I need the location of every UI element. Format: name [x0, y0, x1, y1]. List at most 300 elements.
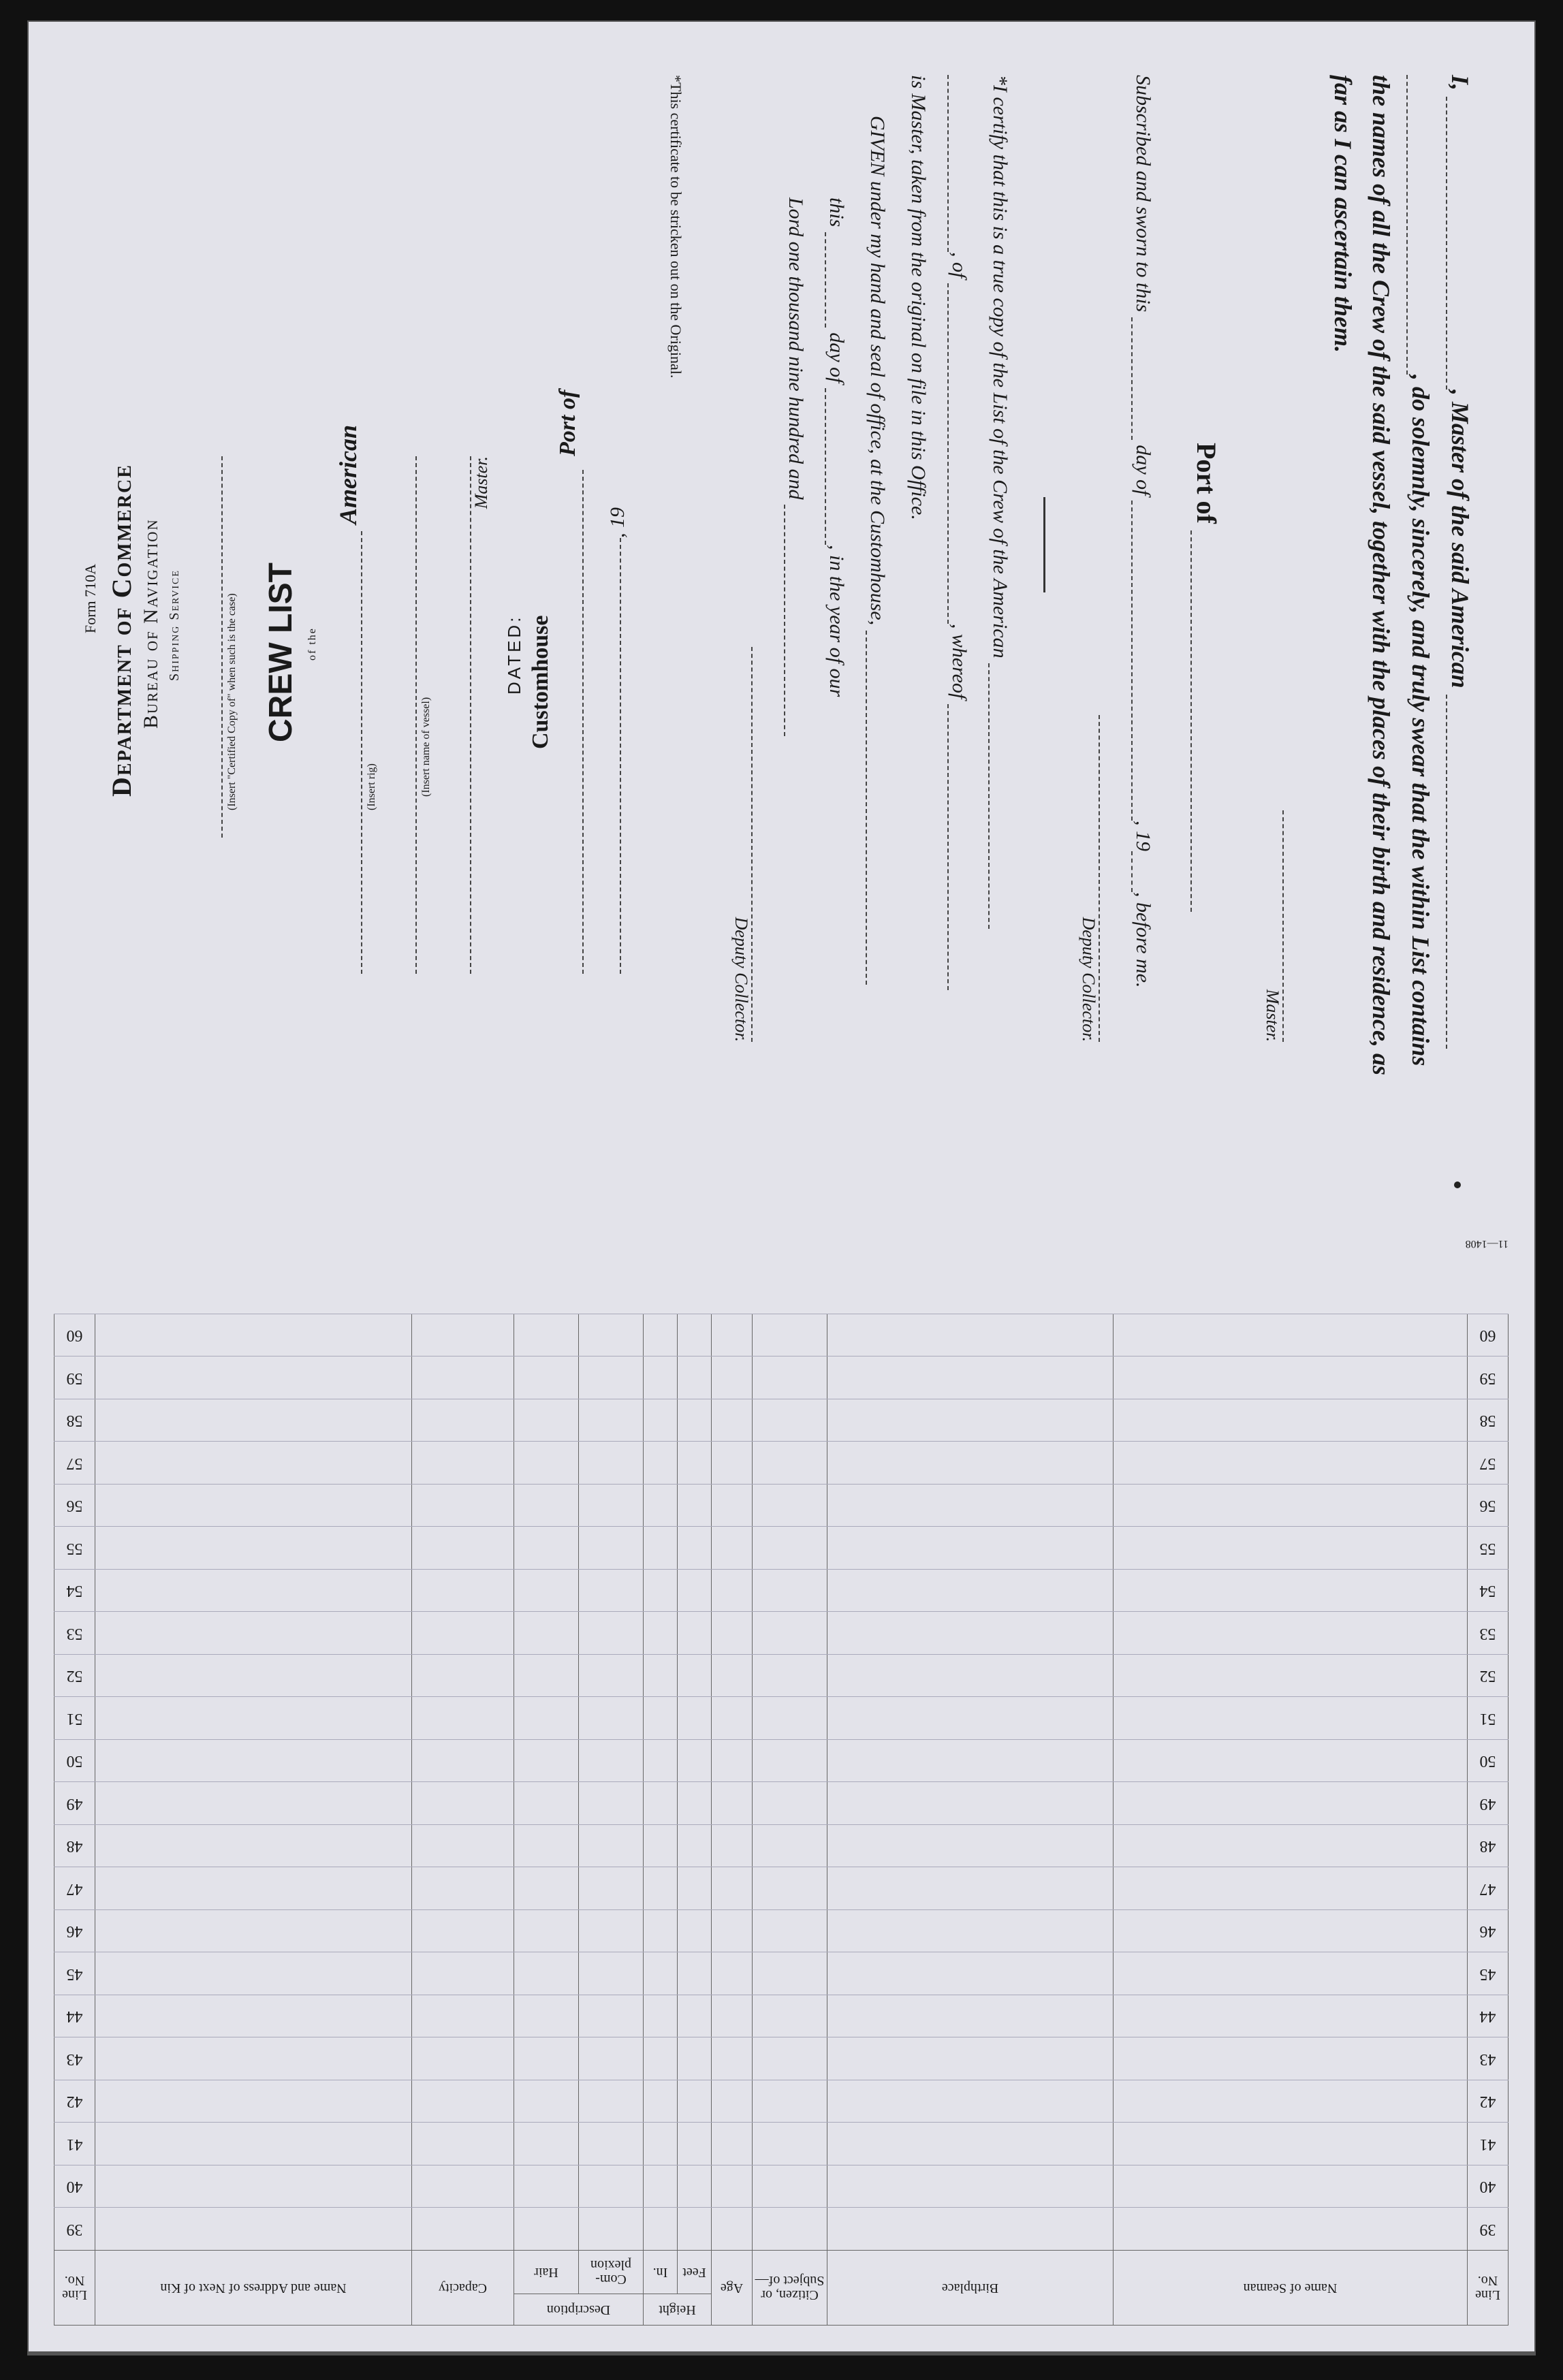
cell-line-no: 48 — [1468, 1825, 1509, 1868]
cell-name-of-seaman[interactable] — [1114, 1527, 1468, 1570]
punch-mark — [1454, 1181, 1461, 1188]
cover-port-of: Port of — [555, 390, 580, 456]
cell-age[interactable] — [712, 2165, 753, 2208]
cover-master-label: Master. — [471, 456, 491, 509]
cell-age[interactable] — [712, 1740, 753, 1783]
cell-name-of-seaman[interactable] — [1114, 1697, 1468, 1740]
cell-complexion[interactable] — [579, 1910, 644, 1953]
cell-line-no: 49 — [1468, 1782, 1509, 1825]
port-line[interactable] — [582, 470, 584, 974]
cell-capacity[interactable] — [412, 1570, 514, 1613]
cell-birthplace[interactable] — [827, 1910, 1114, 1953]
cell-next-of-kin[interactable] — [95, 1995, 412, 2038]
deputy-collector-signature[interactable] — [1078, 715, 1100, 1042]
cell-capacity[interactable] — [412, 1952, 514, 1995]
cell-citizen[interactable] — [753, 2123, 827, 2165]
cell-line-no-right: 42 — [54, 2080, 95, 2123]
cell-age[interactable] — [712, 1655, 753, 1698]
cell-birthplace[interactable] — [827, 1952, 1114, 1995]
cell-hair[interactable] — [514, 1697, 579, 1740]
cell-hair[interactable] — [514, 1782, 579, 1825]
cell-citizen[interactable] — [753, 1740, 827, 1783]
cell-height-in[interactable] — [644, 1995, 678, 2038]
cell-hair[interactable] — [514, 1995, 579, 2038]
cell-name-of-seaman[interactable] — [1114, 1485, 1468, 1527]
cell-birthplace[interactable] — [827, 2165, 1114, 2208]
subscribed-line — [1131, 75, 1154, 988]
cell-line-no: 46 — [1468, 1910, 1509, 1953]
table-row — [54, 1314, 1509, 1357]
cell-citizen[interactable] — [753, 1697, 827, 1740]
cell-citizen[interactable] — [753, 1612, 827, 1655]
cell-name-of-seaman[interactable] — [1114, 1655, 1468, 1698]
cell-height-feet[interactable] — [678, 1485, 712, 1527]
cell-next-of-kin[interactable] — [95, 1655, 412, 1698]
header-height: Height — [644, 2294, 712, 2326]
cell-hair[interactable] — [514, 1612, 579, 1655]
cell-height-feet[interactable] — [678, 1314, 712, 1357]
header-description: Description — [514, 2294, 644, 2326]
of-the-label: of the — [306, 627, 318, 661]
cell-name-of-seaman[interactable] — [1114, 1995, 1468, 2038]
cell-complexion[interactable] — [579, 2080, 644, 2123]
cell-height-in[interactable] — [644, 1910, 678, 1953]
cell-line-no-right: 44 — [54, 1995, 95, 2038]
header-complexion: Com-plexion — [579, 2251, 644, 2294]
oath-line-3: the names of all the Crew of the said vessel, together with the places of their birth and residence, as — [1368, 75, 1395, 1076]
cell-age[interactable] — [712, 2080, 753, 2123]
cell-line-no-right: 45 — [54, 1952, 95, 1995]
cell-capacity[interactable] — [412, 2165, 514, 2208]
cell-next-of-kin[interactable] — [95, 1570, 412, 1613]
table-row — [54, 1995, 1509, 2038]
cell-height-feet[interactable] — [678, 1527, 712, 1570]
cell-line-no: 55 — [1468, 1527, 1509, 1570]
cell-name-of-seaman[interactable] — [1114, 1782, 1468, 1825]
cell-height-in[interactable] — [644, 1356, 678, 1399]
cell-height-in[interactable] — [644, 2080, 678, 2123]
cell-age[interactable] — [712, 2123, 753, 2165]
cell-age[interactable] — [712, 1952, 753, 1995]
table-body — [54, 1314, 1509, 2251]
cell-age[interactable] — [712, 1570, 753, 1613]
cell-complexion[interactable] — [579, 1570, 644, 1613]
cell-height-feet[interactable] — [678, 1697, 712, 1740]
cell-hair[interactable] — [514, 1356, 579, 1399]
cell-capacity[interactable] — [412, 1612, 514, 1655]
cell-hair[interactable] — [514, 1485, 579, 1527]
cell-complexion[interactable] — [579, 1314, 644, 1357]
cell-birthplace[interactable] — [827, 1612, 1114, 1655]
cell-height-feet[interactable] — [678, 1782, 712, 1825]
cell-height-feet[interactable] — [678, 1442, 712, 1485]
cell-height-in[interactable] — [644, 1399, 678, 1442]
cell-citizen[interactable] — [753, 1867, 827, 1910]
blank-day-2[interactable] — [825, 388, 826, 545]
cell-capacity[interactable] — [412, 1399, 514, 1442]
cell-height-in[interactable] — [644, 1952, 678, 1995]
cell-height-in[interactable] — [644, 1825, 678, 1868]
cell-hair[interactable] — [514, 1655, 579, 1698]
cell-name-of-seaman[interactable] — [1114, 2037, 1468, 2080]
cell-age[interactable] — [712, 1485, 753, 1527]
header-feet: Feet — [678, 2251, 712, 2294]
cell-age[interactable] — [712, 1995, 753, 2038]
cell-next-of-kin[interactable] — [95, 1314, 412, 1357]
cell-birthplace[interactable] — [827, 2208, 1114, 2251]
cell-birthplace[interactable] — [827, 1442, 1114, 1485]
cell-line-no-right: 59 — [54, 1356, 95, 1399]
document-sheet — [27, 20, 1536, 2353]
blank-port[interactable] — [1190, 530, 1192, 912]
blank-master-name[interactable] — [1446, 97, 1447, 390]
cell-height-in[interactable] — [644, 2208, 678, 2251]
cell-complexion[interactable] — [579, 1867, 644, 1910]
cell-line-no-right: 41 — [54, 2123, 95, 2165]
cell-hair[interactable] — [514, 1825, 579, 1868]
cell-birthplace[interactable] — [827, 1740, 1114, 1783]
cell-complexion[interactable] — [579, 1442, 644, 1485]
cell-citizen[interactable] — [753, 1910, 827, 1953]
cell-hair[interactable] — [514, 1740, 579, 1783]
top-half — [27, 20, 1536, 1219]
cell-name-of-seaman[interactable] — [1114, 1442, 1468, 1485]
cell-hair[interactable] — [514, 1314, 579, 1357]
insert-vessel-note: (Insert name of vessel) — [420, 697, 432, 797]
cell-height-feet[interactable] — [678, 1399, 712, 1442]
cell-hair[interactable] — [514, 1399, 579, 1442]
cell-citizen[interactable] — [753, 1485, 827, 1527]
table-row — [54, 2123, 1509, 2165]
cell-name-of-seaman[interactable] — [1114, 2123, 1468, 2165]
cell-age[interactable] — [712, 1399, 753, 1442]
whereof-label: , whereof — [948, 623, 970, 699]
cell-name-of-seaman[interactable] — [1114, 1867, 1468, 1910]
date-line[interactable] — [620, 538, 621, 974]
rig-line[interactable] — [361, 531, 362, 974]
cell-height-in[interactable] — [644, 1570, 678, 1613]
cell-height-in[interactable] — [644, 1612, 678, 1655]
cell-name-of-seaman[interactable] — [1114, 1570, 1468, 1613]
cell-height-in[interactable] — [644, 2165, 678, 2208]
cell-citizen[interactable] — [753, 1570, 827, 1613]
cell-name-of-seaman[interactable] — [1114, 2080, 1468, 2123]
cell-hair[interactable] — [514, 1867, 579, 1910]
table-row — [54, 1782, 1509, 1825]
blank-vessel-name[interactable] — [947, 75, 949, 252]
cell-height-in[interactable] — [644, 1527, 678, 1570]
cell-age[interactable] — [712, 1910, 753, 1953]
blank-of[interactable] — [947, 283, 949, 624]
cell-citizen[interactable] — [753, 1356, 827, 1399]
header-age: Age — [712, 2251, 753, 2326]
cell-birthplace[interactable] — [827, 1570, 1114, 1613]
blank-vessel-copy[interactable] — [988, 663, 990, 929]
cell-next-of-kin[interactable] — [95, 1527, 412, 1570]
cell-complexion[interactable] — [579, 1485, 644, 1527]
cell-birthplace[interactable] — [827, 1782, 1114, 1825]
cell-complexion[interactable] — [579, 1527, 644, 1570]
cell-height-in[interactable] — [644, 1740, 678, 1783]
cell-birthplace[interactable] — [827, 2037, 1114, 2080]
cell-birthplace[interactable] — [827, 1485, 1114, 1527]
cell-age[interactable] — [712, 1442, 753, 1485]
cell-capacity[interactable] — [412, 1995, 514, 2038]
cell-birthplace[interactable] — [827, 1655, 1114, 1698]
cover-year-19: , 19 — [606, 507, 629, 538]
cell-hair[interactable] — [514, 1910, 579, 1953]
cell-complexion[interactable] — [579, 1612, 644, 1655]
cell-capacity[interactable] — [412, 1740, 514, 1783]
cell-capacity[interactable] — [412, 1867, 514, 1910]
cell-hair[interactable] — [514, 2123, 579, 2165]
cell-hair[interactable] — [514, 1527, 579, 1570]
cell-height-feet[interactable] — [678, 1825, 712, 1868]
cell-line-no-right: 46 — [54, 1910, 95, 1953]
cell-citizen[interactable] — [753, 2208, 827, 2251]
cell-height-feet[interactable] — [678, 1995, 712, 2038]
oath-line-1 — [1446, 75, 1474, 1049]
cell-hair[interactable] — [514, 2037, 579, 2080]
cell-capacity[interactable] — [412, 1527, 514, 1570]
cell-citizen[interactable] — [753, 2080, 827, 2123]
cell-hair[interactable] — [514, 1952, 579, 1995]
table-row — [54, 1527, 1509, 1570]
blank-vessel[interactable] — [1446, 695, 1447, 1049]
cell-next-of-kin[interactable] — [95, 1867, 412, 1910]
cell-height-feet[interactable] — [678, 1867, 712, 1910]
cell-height-feet[interactable] — [678, 2037, 712, 2080]
in-year-label: , in the year of our — [825, 545, 848, 697]
cell-height-in[interactable] — [644, 1314, 678, 1357]
cell-complexion[interactable] — [579, 1356, 644, 1399]
cell-capacity[interactable] — [412, 1485, 514, 1527]
blank-customhouse[interactable] — [866, 631, 867, 985]
header-hair: Hair — [514, 2251, 579, 2294]
cell-complexion[interactable] — [579, 1952, 644, 1995]
cell-birthplace[interactable] — [827, 1867, 1114, 1910]
insert-certified-note: (Insert "Certified Copy of" when such is the case) — [226, 593, 238, 810]
cell-height-in[interactable] — [644, 1442, 678, 1485]
cell-complexion[interactable] — [579, 1740, 644, 1783]
cell-age[interactable] — [712, 1782, 753, 1825]
bureau-title: Bureau of Navigation — [140, 518, 162, 729]
cell-height-in[interactable] — [644, 1697, 678, 1740]
dated-label: DATED: — [504, 614, 524, 695]
cell-capacity[interactable] — [412, 2080, 514, 2123]
cell-line-no-right: 47 — [54, 1867, 95, 1910]
cell-next-of-kin[interactable] — [95, 2037, 412, 2080]
cell-age[interactable] — [712, 2037, 753, 2080]
table-row — [54, 1485, 1509, 1527]
cell-hair[interactable] — [514, 2080, 579, 2123]
this-label: this — [825, 197, 848, 227]
cell-height-feet[interactable] — [678, 1952, 712, 1995]
master-signature[interactable] — [1262, 810, 1284, 1042]
cell-next-of-kin[interactable] — [95, 1782, 412, 1825]
cell-height-in[interactable] — [644, 2037, 678, 2080]
year-19: , 19 — [1132, 821, 1154, 852]
cell-complexion[interactable] — [579, 2123, 644, 2165]
cell-height-feet[interactable] — [678, 1910, 712, 1953]
cell-capacity[interactable] — [412, 2208, 514, 2251]
cell-age[interactable] — [712, 1612, 753, 1655]
cell-complexion[interactable] — [579, 1995, 644, 2038]
cell-birthplace[interactable] — [827, 1697, 1114, 1740]
cell-name-of-seaman[interactable] — [1114, 2208, 1468, 2251]
header-citizen: Citizen, or Subject of— — [753, 2251, 827, 2326]
american-label: American — [334, 424, 362, 524]
cell-citizen[interactable] — [753, 2037, 827, 2080]
cell-citizen[interactable] — [753, 1825, 827, 1868]
blank-day[interactable] — [1131, 317, 1133, 440]
cell-age[interactable] — [712, 1867, 753, 1910]
cell-citizen[interactable] — [753, 1442, 827, 1485]
cell-capacity[interactable] — [412, 1356, 514, 1399]
master-line[interactable] — [470, 456, 492, 974]
cell-next-of-kin[interactable] — [95, 2165, 412, 2208]
blank-vessel-2[interactable] — [1406, 75, 1408, 375]
cell-capacity[interactable] — [412, 1910, 514, 1953]
deputy-collector-signature-2[interactable] — [731, 647, 753, 1042]
cell-age[interactable] — [712, 1356, 753, 1399]
cell-citizen[interactable] — [753, 1995, 827, 2038]
cell-citizen[interactable] — [753, 1655, 827, 1698]
cell-hair[interactable] — [514, 1570, 579, 1613]
cell-capacity[interactable] — [412, 1655, 514, 1698]
cell-next-of-kin[interactable] — [95, 1399, 412, 1442]
cell-age[interactable] — [712, 2208, 753, 2251]
cell-next-of-kin[interactable] — [95, 1952, 412, 1995]
cell-line-no-right: 49 — [54, 1782, 95, 1825]
cell-complexion[interactable] — [579, 2165, 644, 2208]
cell-line-no-right: 50 — [54, 1740, 95, 1783]
header-line-no: Line No. — [1468, 2251, 1509, 2326]
cell-age[interactable] — [712, 1825, 753, 1868]
cell-next-of-kin[interactable] — [95, 1356, 412, 1399]
cell-age[interactable] — [712, 1527, 753, 1570]
table-row — [54, 2037, 1509, 2080]
blank-year[interactable] — [1131, 851, 1133, 892]
cell-height-in[interactable] — [644, 1782, 678, 1825]
cell-age[interactable] — [712, 1697, 753, 1740]
cell-next-of-kin[interactable] — [95, 1740, 412, 1783]
cell-capacity[interactable] — [412, 1697, 514, 1740]
cell-line-no: 45 — [1468, 1952, 1509, 1995]
cell-next-of-kin[interactable] — [95, 1910, 412, 1953]
cell-birthplace[interactable] — [827, 1314, 1114, 1357]
cell-citizen[interactable] — [753, 1314, 827, 1357]
vessel-name-line[interactable] — [415, 456, 417, 974]
cell-name-of-seaman[interactable] — [1114, 1612, 1468, 1655]
cell-height-feet[interactable] — [678, 2080, 712, 2123]
cell-birthplace[interactable] — [827, 1356, 1114, 1399]
cell-birthplace[interactable] — [827, 1825, 1114, 1868]
cell-height-feet[interactable] — [678, 1655, 712, 1698]
blank-month[interactable] — [1131, 501, 1133, 821]
cell-line-no-right: 53 — [54, 1612, 95, 1655]
cell-height-in[interactable] — [644, 1867, 678, 1910]
cell-next-of-kin[interactable] — [95, 2080, 412, 2123]
cell-name-of-seaman[interactable] — [1114, 1356, 1468, 1399]
cell-birthplace[interactable] — [827, 1527, 1114, 1570]
cell-complexion[interactable] — [579, 1825, 644, 1868]
cell-name-of-seaman[interactable] — [1114, 1740, 1468, 1783]
cell-complexion[interactable] — [579, 1655, 644, 1698]
cell-complexion[interactable] — [579, 1782, 644, 1825]
cell-citizen[interactable] — [753, 1527, 827, 1570]
cell-next-of-kin[interactable] — [95, 1612, 412, 1655]
cell-capacity[interactable] — [412, 1442, 514, 1485]
cell-age[interactable] — [712, 1314, 753, 1357]
cell-height-feet[interactable] — [678, 2208, 712, 2251]
cell-name-of-seaman[interactable] — [1114, 1399, 1468, 1442]
cell-next-of-kin[interactable] — [95, 2123, 412, 2165]
cell-capacity[interactable] — [412, 1314, 514, 1357]
service-title: Shipping Service — [167, 569, 182, 681]
cell-height-feet[interactable] — [678, 1356, 712, 1399]
cell-capacity[interactable] — [412, 1782, 514, 1825]
cell-next-of-kin[interactable] — [95, 1697, 412, 1740]
cell-name-of-seaman[interactable] — [1114, 1952, 1468, 1995]
cell-height-feet[interactable] — [678, 2123, 712, 2165]
cell-next-of-kin[interactable] — [95, 1442, 412, 1485]
cell-next-of-kin[interactable] — [95, 2208, 412, 2251]
cell-line-no: 52 — [1468, 1655, 1509, 1698]
cell-name-of-seaman[interactable] — [1114, 1314, 1468, 1357]
cell-height-feet[interactable] — [678, 1740, 712, 1783]
cell-capacity[interactable] — [412, 1825, 514, 1868]
cell-height-feet[interactable] — [678, 2165, 712, 2208]
blank-whereof[interactable] — [947, 704, 949, 990]
header-birthplace: Birthplace — [827, 2251, 1114, 2326]
cell-citizen[interactable] — [753, 1782, 827, 1825]
blank-year-words[interactable] — [784, 505, 785, 736]
blank-this[interactable] — [825, 232, 826, 328]
cell-next-of-kin[interactable] — [95, 1825, 412, 1868]
cell-complexion[interactable] — [579, 1399, 644, 1442]
cell-name-of-seaman[interactable] — [1114, 1825, 1468, 1868]
cell-height-in[interactable] — [644, 1485, 678, 1527]
cell-name-of-seaman[interactable] — [1114, 2165, 1468, 2208]
cell-birthplace[interactable] — [827, 2080, 1114, 2123]
cell-complexion[interactable] — [579, 1697, 644, 1740]
cell-height-in[interactable] — [644, 1655, 678, 1698]
cell-height-feet[interactable] — [678, 1612, 712, 1655]
cell-complexion[interactable] — [579, 2208, 644, 2251]
cell-next-of-kin[interactable] — [95, 1485, 412, 1527]
cell-birthplace[interactable] — [827, 1399, 1114, 1442]
cell-hair[interactable] — [514, 1442, 579, 1485]
cell-hair[interactable] — [514, 2208, 579, 2251]
cell-citizen[interactable] — [753, 2165, 827, 2208]
cell-citizen[interactable] — [753, 1399, 827, 1442]
certified-copy-line[interactable] — [221, 456, 223, 838]
cell-hair[interactable] — [514, 2165, 579, 2208]
cell-height-in[interactable] — [644, 2123, 678, 2165]
cell-capacity[interactable] — [412, 2037, 514, 2080]
cell-birthplace[interactable] — [827, 1995, 1114, 2038]
cell-capacity[interactable] — [412, 2123, 514, 2165]
header-in: In. — [644, 2251, 678, 2294]
cell-name-of-seaman[interactable] — [1114, 1910, 1468, 1953]
lord-label: Lord one thousand nine hundred and — [785, 197, 807, 500]
of-label: , of — [948, 252, 970, 279]
cell-complexion[interactable] — [579, 2037, 644, 2080]
cell-height-feet[interactable] — [678, 1570, 712, 1613]
cell-birthplace[interactable] — [827, 2123, 1114, 2165]
cell-citizen[interactable] — [753, 1952, 827, 1995]
